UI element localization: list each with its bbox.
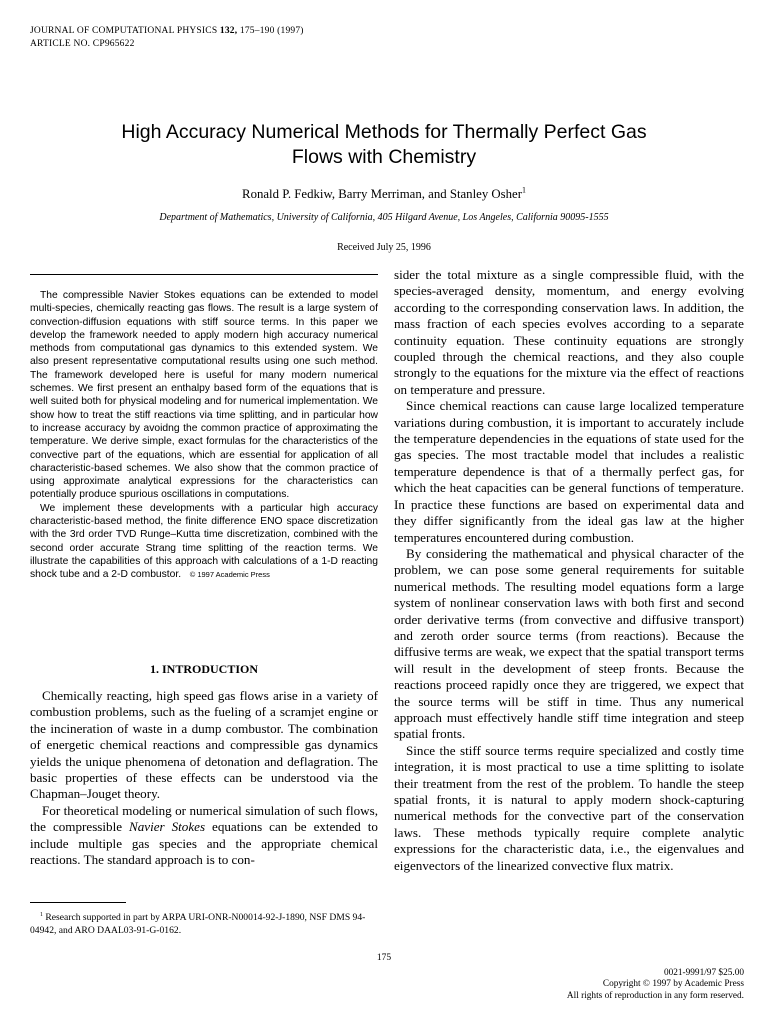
author-footnote-mark: 1 xyxy=(521,185,526,195)
page-number: 175 xyxy=(376,953,392,963)
abstract-rule xyxy=(30,274,378,275)
received-date: Received July 25, 1996 xyxy=(337,242,431,253)
author-names: Ronald P. Fedkiw, Barry Merriman, and Stanley Osher xyxy=(242,187,522,201)
left-column-body xyxy=(30,688,378,868)
body-text: For theoretical modeling or numerical simulation of such flows, the compressible xyxy=(30,802,378,835)
right-column-body xyxy=(394,267,744,874)
abstract-paragraph: The compressible Navier Stokes equations can be extended to model multi-species, chemically reacting gas flows. The result is a large system of convection-diffusion equations with stiff source terms. In this paper we develop the framework needed to apply modern high accuracy numerical methods from computational gas dynamics to this extended system. We also present representative computational results using one such method. The framework developed here is useful for many modern numerical schemes. We first present an enthalpy based form of the equations that is well suited both for physical modeling and for numerical implementation. We show how to treat the stiff reactions via time splitting, and in particular how to increase accuracy by avoidng the common practice of approximating the temperature. We derive simple, exact formulas for the characteristics of the convective part of the equations, which are essential for application of all characteristic-based schemes. We also show that the common practice of using approximate analytical expressions for the characteristics can potentially produce spurious oscillations in computations. xyxy=(30,290,378,501)
affiliation: Department of Mathematics, University of California, 405 Hilgard Avenue, Los Angeles, California 90095-1555 xyxy=(159,212,609,223)
journal-name: JOURNAL OF COMPUTATIONAL PHYSICS xyxy=(30,26,218,36)
rights-line: All rights of reproduction in any form reserved. xyxy=(566,990,744,1001)
body-text: equations can be extended to include multiple gas species and the appropriate chemical reactions. The standard approach is to con- xyxy=(30,819,378,868)
body-paragraph: sider the total mixture as a single compressible fluid, with the species-averaged density, momentum, and energy evolving according to the corresponding conservation laws. In addition, the mass fraction of each species evolves according to a separate continuity equation. These continuity equations are strongly coupled through the chemical reactions, and they also couple strongly to the equations for the mixture via the effect of reactions on temperature and pressure. xyxy=(394,267,744,397)
issn-price: 0021-9991/97 $25.00 xyxy=(663,968,744,978)
journal-citation xyxy=(30,25,304,38)
journal-volume: 132, xyxy=(219,26,238,36)
copyright-block xyxy=(430,968,744,1002)
abstract xyxy=(30,289,378,582)
body-paragraph: By considering the mathematical and physical character of the problem, we can pose some general requirements for suitable numerical methods. The resulting model equations form a large system of nonlinear conservation laws with both first and second order derivative terms (from convective and diffusive transport) and zeroth order source terms (from reactions). Because the diffusive terms are weak, we expect that the spatial transport terms will result in the development of steep fronts. Because the reactions proceed rapidly once they are triggered, we expect that the source terms will be stiff in time. Thus any numerical approach must effectively handle stiff time integration and steep spatial fronts. xyxy=(394,545,744,742)
body-paragraph: Since the stiff source terms require specialized and costly time integration, it is most practical to use a time splitting to isolate their treatment from the rest of the problem. To handle the steep spatial fronts, it is natural to apply modern shock-capturing numerical methods for the convective part of the conservation laws. These methods typically require complete analytic expressions for the characteristic data, i.e., the eigenvalues and eigenvectors of the linearized convective flux matrix. xyxy=(394,742,744,873)
article-number-line xyxy=(30,38,304,51)
body-text-emphasis: Navier Stokes xyxy=(129,819,206,835)
body-paragraph xyxy=(30,803,378,869)
title-line-2: Flows with Chemistry xyxy=(291,146,477,168)
abstract-paragraph-text: We implement these developments with a particular high accuracy characteristic-based method, the finite difference ENO space discretization with the 3rd order TVD Runge–Kutta time discretization, combined with the second order accurate Strang time splitting of the reaction terms. We illustrate the capabilities of this approach with calculations of a 1-D reacting shock tube and a 2-D combustor. xyxy=(30,502,378,581)
abstract-paragraph xyxy=(30,502,378,582)
article-label: ARTICLE NO. xyxy=(30,39,91,49)
footnote-text-block xyxy=(30,912,378,938)
article-number: CP965622 xyxy=(92,39,135,49)
footnote-mark: 1 xyxy=(40,911,43,918)
footnote-text: Research supported in part by ARPA URI-ONR-N00014-92-J-1890, NSF DMS 94-04942, and ARO DAAL03-91-G-0162. xyxy=(30,912,366,936)
footnote-rule xyxy=(30,902,126,903)
title-line-1: High Accuracy Numerical Methods for Thermally Perfect Gas xyxy=(121,121,647,143)
copyright-line: Copyright © 1997 by Academic Press xyxy=(602,979,744,990)
body-paragraph: Since chemical reactions can cause large localized temperature variations during combustion, it is important to accurately include the temperature dependencies in the equations of state used for the gas species. The most tractable model that includes a realistic temperature dependence is that of a thermally perfect gas, for which the heat capacities can be general functions of temperature. In practice these functions are based on experimental data and they differ significantly from the ideal gas law at the higher temperatures encountered during combustion. xyxy=(394,398,744,545)
abstract-copyright: © 1997 Academic Press xyxy=(189,570,270,580)
journal-header xyxy=(30,25,304,51)
footnote xyxy=(30,912,378,938)
paper-title xyxy=(30,120,738,170)
author-list xyxy=(30,187,738,202)
section-heading-introduction: 1. INTRODUCTION xyxy=(149,662,258,676)
journal-pages-year: 175–190 (1997) xyxy=(239,26,304,36)
body-paragraph: Chemically reacting, high speed gas flows arise in a variety of combustion problems, such as the fueling of a scramjet engine or the incineration of waste in a dump combustor. The combination of energetic chemical reactions and compressible gas dynamics yields the unique phenomena of detonation and deflagration. The basic properties of these effects can be understood via the Chapman–Jouget theory. xyxy=(30,688,378,802)
